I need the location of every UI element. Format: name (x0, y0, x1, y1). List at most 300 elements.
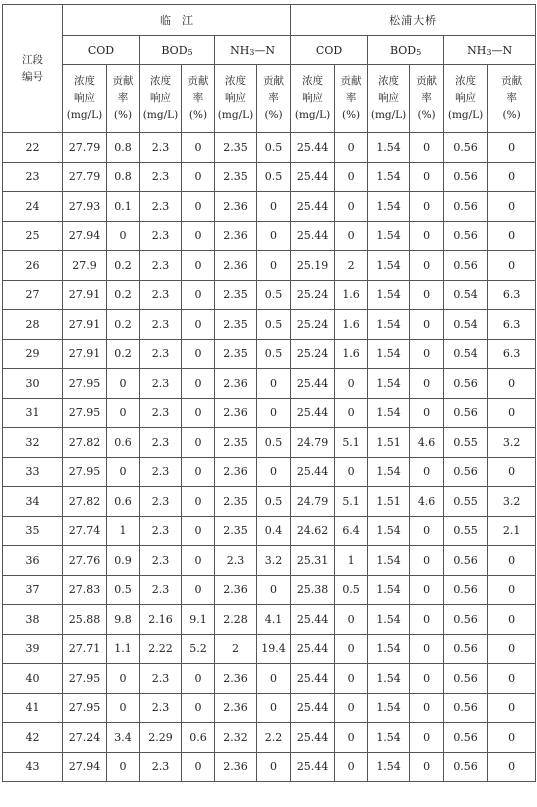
value-cell: 1.6 (335, 310, 368, 340)
value-cell: 5.1 (335, 428, 368, 458)
value-cell: 2.36 (215, 192, 257, 222)
contribution-header (257, 65, 291, 133)
contribution-header (335, 65, 368, 133)
table-row (3, 192, 536, 222)
contribution-header (410, 65, 444, 133)
table-row (3, 605, 536, 635)
value-cell: 0 (257, 192, 291, 222)
corner-header (3, 5, 63, 133)
header-line: (mg/L) (217, 109, 254, 121)
segment-id-cell: 36 (3, 546, 63, 576)
value-cell: 1.54 (368, 162, 410, 192)
value-cell: 27.82 (63, 428, 107, 458)
value-cell: 25.44 (291, 634, 335, 664)
value-cell: 0.55 (444, 487, 488, 517)
pollutant-name: NH (230, 43, 250, 57)
value-cell: 1.6 (335, 280, 368, 310)
table-row (3, 162, 536, 192)
value-cell: 1.54 (368, 457, 410, 487)
pollutant-header (140, 36, 215, 65)
value-cell: 27.91 (63, 280, 107, 310)
value-cell: 27.83 (63, 575, 107, 605)
value-cell: 0.54 (444, 339, 488, 369)
segment-id-cell: 35 (3, 516, 63, 546)
value-cell: 25.44 (291, 133, 335, 163)
value-cell: 0.4 (257, 516, 291, 546)
value-cell: 0.9 (107, 546, 140, 576)
pollutant-name: COD (87, 43, 115, 57)
value-cell: 1.54 (368, 221, 410, 251)
value-cell: 0 (257, 251, 291, 281)
value-cell: 0 (182, 664, 215, 694)
segment-id-cell: 37 (3, 575, 63, 605)
value-cell: 25.24 (291, 339, 335, 369)
value-cell: 9.8 (107, 605, 140, 635)
value-cell: 2.36 (215, 221, 257, 251)
header-line: 贡献 (112, 75, 134, 87)
value-cell: 0.56 (444, 457, 488, 487)
value-cell: 0.6 (182, 723, 215, 753)
segment-id-cell: 39 (3, 634, 63, 664)
value-cell: 0 (488, 221, 536, 251)
table-row (3, 752, 536, 782)
header-line: 响应 (302, 92, 324, 104)
value-cell: 0 (410, 162, 444, 192)
segment-id-cell: 23 (3, 162, 63, 192)
pollutant-header (444, 36, 536, 65)
table-row (3, 634, 536, 664)
value-cell: 6.4 (335, 516, 368, 546)
value-cell: 0 (335, 723, 368, 753)
value-cell: 6.3 (488, 310, 536, 340)
value-cell: 3.2 (488, 487, 536, 517)
value-cell: 0 (335, 192, 368, 222)
value-cell: 27.82 (63, 487, 107, 517)
value-cell: 0 (182, 457, 215, 487)
header-line: (mg/L) (66, 109, 103, 121)
value-cell: 2.35 (215, 487, 257, 517)
value-cell: 0 (488, 398, 536, 428)
value-cell: 0 (182, 221, 215, 251)
value-cell: 0.56 (444, 664, 488, 694)
value-cell: 2.3 (140, 310, 182, 340)
header-line: 响应 (225, 92, 246, 104)
value-cell: 2.3 (140, 664, 182, 694)
pollutant-subscript: 3 (486, 47, 492, 57)
header-line: (mg/L) (294, 109, 331, 121)
header-line: (%) (417, 109, 436, 121)
value-cell: 27.24 (63, 723, 107, 753)
header-line: 率 (192, 92, 204, 104)
value-cell: 1 (335, 546, 368, 576)
pollutant-header (215, 36, 291, 65)
header-line: 率 (268, 92, 279, 104)
value-cell: 1.54 (368, 339, 410, 369)
value-cell: 25.44 (291, 369, 335, 399)
table-row (3, 575, 536, 605)
value-cell: 0 (488, 369, 536, 399)
table-row (3, 664, 536, 694)
value-cell: 19.4 (257, 634, 291, 664)
value-cell: 0 (107, 457, 140, 487)
segment-id-cell: 26 (3, 251, 63, 281)
segment-id-cell: 22 (3, 133, 63, 163)
value-cell: 2.16 (140, 605, 182, 635)
value-cell: 25.44 (291, 664, 335, 694)
value-cell: 0 (182, 280, 215, 310)
value-cell: 1.54 (368, 605, 410, 635)
segment-id-cell: 28 (3, 310, 63, 340)
value-cell: 0.56 (444, 634, 488, 664)
value-cell: 2.3 (140, 251, 182, 281)
header-line: 贡献 (340, 75, 362, 87)
concentration-header (291, 65, 335, 133)
value-cell: 0 (257, 664, 291, 694)
segment-id-cell: 29 (3, 339, 63, 369)
value-cell: 0 (410, 723, 444, 753)
pollutant-name: BOD (161, 43, 188, 57)
value-cell: 25.44 (291, 693, 335, 723)
value-cell: 0.56 (444, 752, 488, 782)
value-cell: 2.35 (215, 516, 257, 546)
value-cell: 25.38 (291, 575, 335, 605)
value-cell: 0.5 (257, 428, 291, 458)
pollutant-name: COD (315, 43, 343, 57)
value-cell: 2.2 (257, 723, 291, 753)
value-cell: 25.19 (291, 251, 335, 281)
value-cell: 0.8 (107, 162, 140, 192)
value-cell: 0.5 (257, 339, 291, 369)
value-cell: 0 (182, 162, 215, 192)
value-cell: 0 (257, 457, 291, 487)
value-cell: 25.44 (291, 723, 335, 753)
segment-id-cell: 43 (3, 752, 63, 782)
value-cell: 2.35 (215, 428, 257, 458)
pollutant-name: BOD (389, 43, 417, 57)
header-line: 率 (421, 92, 432, 104)
header-line: 响应 (150, 92, 171, 104)
value-cell: 2.35 (215, 280, 257, 310)
value-cell: 6.3 (488, 339, 536, 369)
value-cell: 3.2 (488, 428, 536, 458)
value-cell: 0 (488, 605, 536, 635)
value-cell: 2.36 (215, 398, 257, 428)
segment-id-cell: 42 (3, 723, 63, 753)
value-cell: 25.44 (291, 192, 335, 222)
value-cell: 1.54 (368, 723, 410, 753)
value-cell: 2.36 (215, 752, 257, 782)
value-cell: 0 (182, 516, 215, 546)
value-cell: 0 (257, 693, 291, 723)
value-cell: 2.36 (215, 693, 257, 723)
value-cell: 0.56 (444, 723, 488, 753)
value-cell: 2.28 (215, 605, 257, 635)
value-cell: 0 (410, 634, 444, 664)
table-row (3, 221, 536, 251)
value-cell: 0.5 (107, 575, 140, 605)
location-label: 松浦大桥 (389, 14, 438, 27)
value-cell: 2.3 (140, 693, 182, 723)
corner-header-line-1: 江段 (22, 53, 43, 66)
value-cell: 4.6 (410, 487, 444, 517)
pollutant-subscript: 5 (187, 47, 193, 57)
header-line: 浓度 (302, 75, 324, 87)
value-cell: 3.4 (107, 723, 140, 753)
value-cell: 2.3 (140, 752, 182, 782)
value-cell: 0 (257, 575, 291, 605)
table-row (3, 280, 536, 310)
value-cell: 25.88 (63, 605, 107, 635)
value-cell: 0 (410, 192, 444, 222)
value-cell: 2.3 (215, 546, 257, 576)
header-line: 浓度 (150, 75, 171, 87)
header-line: (mg/L) (447, 109, 484, 121)
segment-id-cell: 24 (3, 192, 63, 222)
location-header-linjiang (63, 5, 291, 36)
value-cell: 0 (182, 428, 215, 458)
value-cell: 0.56 (444, 162, 488, 192)
value-cell: 0 (182, 575, 215, 605)
value-cell: 0 (488, 546, 536, 576)
value-cell: 0 (182, 192, 215, 222)
value-cell: 0 (488, 251, 536, 281)
table-row (3, 723, 536, 753)
value-cell: 4.6 (410, 428, 444, 458)
location-header-songpu-bridge (291, 5, 536, 36)
header-line: 率 (345, 92, 357, 104)
value-cell: 3.2 (257, 546, 291, 576)
value-cell: 27.95 (63, 664, 107, 694)
value-cell: 2.3 (140, 280, 182, 310)
value-cell: 0.6 (107, 428, 140, 458)
value-cell: 0.56 (444, 398, 488, 428)
value-cell: 1.54 (368, 575, 410, 605)
location-label: 临 江 (160, 14, 194, 27)
value-cell: 5.2 (182, 634, 215, 664)
value-cell: 0 (410, 310, 444, 340)
value-cell: 27.79 (63, 133, 107, 163)
value-cell: 2.36 (215, 369, 257, 399)
value-cell: 2.3 (140, 487, 182, 517)
value-cell: 2 (215, 634, 257, 664)
value-cell: 0 (257, 398, 291, 428)
value-cell: 2.35 (215, 133, 257, 163)
header-line: (mg/L) (370, 109, 407, 121)
pollutant-header (368, 36, 444, 65)
value-cell: 2.32 (215, 723, 257, 753)
value-cell: 0.2 (107, 310, 140, 340)
value-cell: 0 (335, 133, 368, 163)
value-cell: 2.3 (140, 339, 182, 369)
header-line: 率 (506, 92, 517, 104)
value-cell: 0 (410, 516, 444, 546)
value-cell: 0.5 (257, 310, 291, 340)
contribution-header (107, 65, 140, 133)
value-cell: 6.3 (488, 280, 536, 310)
value-cell: 25.31 (291, 546, 335, 576)
header-line: 率 (117, 92, 129, 104)
table-row (3, 398, 536, 428)
value-cell: 0.56 (444, 192, 488, 222)
value-cell: 2.36 (215, 457, 257, 487)
table-row (3, 133, 536, 163)
value-cell: 0 (335, 369, 368, 399)
value-cell: 27.74 (63, 516, 107, 546)
value-cell: 27.95 (63, 457, 107, 487)
value-cell: 0 (257, 369, 291, 399)
value-cell: 0.6 (107, 487, 140, 517)
value-cell: 25.44 (291, 162, 335, 192)
table-row (3, 487, 536, 517)
value-cell: 0.56 (444, 546, 488, 576)
value-cell: 0.8 (107, 133, 140, 163)
value-cell: 0.5 (257, 133, 291, 163)
value-cell: 0.5 (257, 280, 291, 310)
value-cell: 2.1 (488, 516, 536, 546)
segment-id-cell: 40 (3, 664, 63, 694)
value-cell: 2.3 (140, 221, 182, 251)
value-cell: 0 (107, 693, 140, 723)
value-cell: 2.35 (215, 339, 257, 369)
value-cell: 2.3 (140, 516, 182, 546)
header-line: 浓度 (455, 75, 477, 87)
value-cell: 27.94 (63, 752, 107, 782)
value-cell: 0 (410, 605, 444, 635)
value-cell: 0 (107, 664, 140, 694)
value-cell: 1 (107, 516, 140, 546)
value-cell: 0 (107, 398, 140, 428)
data-table (2, 4, 536, 782)
value-cell: 1.54 (368, 133, 410, 163)
value-cell: 0.56 (444, 251, 488, 281)
header-line: (%) (341, 109, 361, 121)
pollutant-subscript: 3 (249, 47, 255, 57)
segment-id-cell: 32 (3, 428, 63, 458)
value-cell: 24.79 (291, 428, 335, 458)
value-cell: 0 (335, 634, 368, 664)
value-cell: 0 (182, 693, 215, 723)
value-cell: 2.29 (140, 723, 182, 753)
value-cell: 0.5 (335, 575, 368, 605)
value-cell: 0 (488, 457, 536, 487)
value-cell: 24.79 (291, 487, 335, 517)
value-cell: 1.54 (368, 369, 410, 399)
header-line: 贡献 (501, 75, 523, 87)
value-cell: 0 (182, 133, 215, 163)
concentration-header (368, 65, 410, 133)
value-cell: 0.5 (257, 487, 291, 517)
value-cell: 0 (335, 457, 368, 487)
value-cell: 2.36 (215, 251, 257, 281)
value-cell: 0 (410, 457, 444, 487)
header-line: 浓度 (225, 75, 246, 87)
header-line: (mg/L) (142, 109, 179, 121)
value-cell: 0.56 (444, 575, 488, 605)
contribution-header (182, 65, 215, 133)
table-row (3, 516, 536, 546)
value-cell: 27.93 (63, 192, 107, 222)
value-cell: 0 (488, 575, 536, 605)
value-cell: 27.79 (63, 162, 107, 192)
value-cell: 9.1 (182, 605, 215, 635)
value-cell: 0 (410, 221, 444, 251)
segment-id-cell: 25 (3, 221, 63, 251)
value-cell: 0 (488, 634, 536, 664)
table-row (3, 251, 536, 281)
value-cell: 1.54 (368, 251, 410, 281)
value-cell: 27.95 (63, 693, 107, 723)
header-line: 响应 (74, 92, 95, 104)
header-line: 浓度 (378, 75, 400, 87)
segment-id-cell: 31 (3, 398, 63, 428)
value-cell: 1.54 (368, 516, 410, 546)
value-cell: 1.51 (368, 487, 410, 517)
segment-id-cell: 38 (3, 605, 63, 635)
pollutant-header (291, 36, 368, 65)
value-cell: 1.54 (368, 280, 410, 310)
value-cell: 0 (182, 251, 215, 281)
pollutant-suffix: —N (491, 43, 513, 57)
value-cell: 0 (335, 664, 368, 694)
value-cell: 0 (335, 398, 368, 428)
concentration-header (140, 65, 182, 133)
value-cell: 0 (410, 575, 444, 605)
value-cell: 0.56 (444, 605, 488, 635)
pollutant-name: NH (467, 43, 487, 57)
header-line: (%) (113, 109, 133, 121)
value-cell: 24.62 (291, 516, 335, 546)
value-cell: 0 (410, 398, 444, 428)
value-cell: 0 (182, 398, 215, 428)
value-cell: 0 (488, 162, 536, 192)
header-line: 浓度 (74, 75, 95, 87)
value-cell: 0.2 (107, 280, 140, 310)
value-cell: 0 (257, 221, 291, 251)
value-cell: 25.24 (291, 310, 335, 340)
value-cell: 0 (410, 369, 444, 399)
value-cell: 27.95 (63, 369, 107, 399)
table-row (3, 428, 536, 458)
value-cell: 0.56 (444, 369, 488, 399)
segment-id-cell: 30 (3, 369, 63, 399)
value-cell: 27.94 (63, 221, 107, 251)
value-cell: 0 (488, 693, 536, 723)
value-cell: 2.3 (140, 428, 182, 458)
value-cell: 2.35 (215, 310, 257, 340)
value-cell: 2.3 (140, 162, 182, 192)
value-cell: 0.5 (257, 162, 291, 192)
value-cell: 0 (410, 133, 444, 163)
value-cell: 0 (182, 752, 215, 782)
value-cell: 2.3 (140, 457, 182, 487)
value-cell: 27.91 (63, 310, 107, 340)
value-cell: 5.1 (335, 487, 368, 517)
value-cell: 2.22 (140, 634, 182, 664)
value-cell: 0.1 (107, 192, 140, 222)
header-line: (%) (264, 109, 283, 121)
value-cell: 1.54 (368, 634, 410, 664)
value-cell: 0.54 (444, 310, 488, 340)
value-cell: 2.3 (140, 192, 182, 222)
value-cell: 1.54 (368, 192, 410, 222)
pollutant-header (63, 36, 140, 65)
value-cell: 2 (335, 251, 368, 281)
header-line: 贡献 (263, 75, 285, 87)
value-cell: 27.9 (63, 251, 107, 281)
value-cell: 0 (335, 162, 368, 192)
value-cell: 0 (335, 752, 368, 782)
value-cell: 0 (410, 280, 444, 310)
